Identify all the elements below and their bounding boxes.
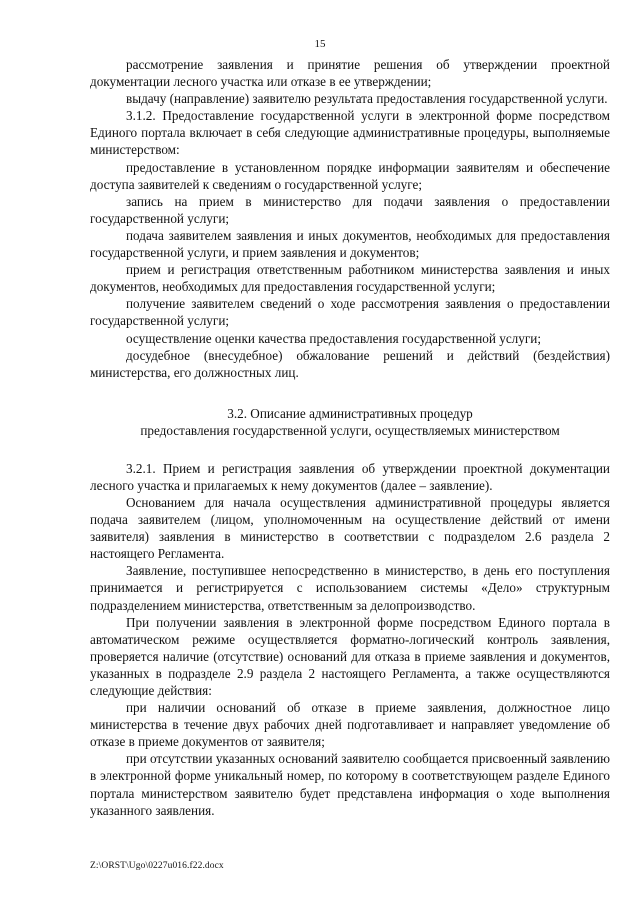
paragraph: При получении заявления в электронной форме посредством Единого портала в автоматическом режиме осуществляется форматно-логический контроль заявления, проверяется наличие (отсутствие) оснований для отказа в приеме заявления и документов, указанных в подразделе 2.9 раздела 2 настоящего Регламента, а также осуществляются следующие действия: — [90, 614, 610, 698]
footer-file-path: Z:\ORST\Ugo\0227u016.f22.docx — [90, 861, 224, 871]
paragraph: запись на прием в министерство для подачи заявления о предоставлении государственной услуги; — [90, 193, 610, 226]
document-body — [90, 56, 610, 819]
paragraph: Заявление, поступившее непосредственно в министерство, в день его поступления принимается и регистрируется с использованием системы «Дело» структурным подразделением министерства, ответственным за делопроизводство. — [90, 563, 610, 613]
paragraph: прием и регистрация ответственным работником министерства заявления и иных документов, необходимых для предоставления государственной услуги; — [90, 262, 610, 295]
section-heading-line-1: 3.2. Описание административных процедур — [227, 405, 473, 421]
paragraph: получение заявителем сведений о ходе рассмотрения заявления о предоставлении государственной услуги; — [90, 296, 610, 329]
paragraph: при наличии оснований об отказе в приеме заявления, должностное лицо министерства в течение двух рабочих дней подготавливает и направляет уведомление об отказе в приеме документов от заявителя; — [90, 700, 610, 750]
paragraph: выдачу (направление) заявителю результата предоставления государственной услуги. — [126, 91, 608, 107]
paragraph: 3.2.1. Прием и регистрация заявления об утверждении проектной документации лесного участка и прилагаемых к нему документов (далее – заявление). — [90, 460, 610, 493]
page-number: 15 — [314, 38, 326, 50]
paragraph: Основанием для начала осуществления административной процедуры является подача заявителем (лицом, уполномоченным на осуществление действий от имени заявителя) заявления в министерство в соответствии с подразделом 2.6 раздела 2 настоящего Регламента. — [90, 494, 610, 562]
section-heading — [90, 405, 610, 439]
paragraph: при отсутствии указанных оснований заявителю сообщается присвоенный заявлению в электронной форме уникальный номер, по которому в соответствующем разделе Единого портала министерством заявителю будет представлена информация о ходе выполнения указанного заявления. — [90, 751, 610, 818]
paragraph: подача заявителем заявления и иных документов, необходимых для предоставления государственной услуги, и прием заявления и документов; — [90, 227, 610, 261]
paragraph: предоставление в установленном порядке информации заявителям и обеспечение доступа заявителей к сведениям о государственной услуге; — [90, 159, 610, 192]
paragraph: осуществление оценки качества предоставления государственной услуги; — [126, 330, 541, 346]
paragraph: рассмотрение заявления и принятие решения об утверждении проектной документации лесного участка или отказе в ее утверждении; — [90, 57, 610, 90]
paragraph: досудебное (внесудебное) обжалование решений и действий (бездействия) министерства, его должностных лиц. — [90, 347, 610, 380]
section-heading-line-2: предоставления государственной услуги, осуществляемых министерством — [140, 422, 560, 438]
paragraph: 3.1.2. Предоставление государственной услуги в электронной форме посредством Единого портала включает в себя следующие административные процедуры, выполняемые министерством: — [90, 108, 610, 158]
